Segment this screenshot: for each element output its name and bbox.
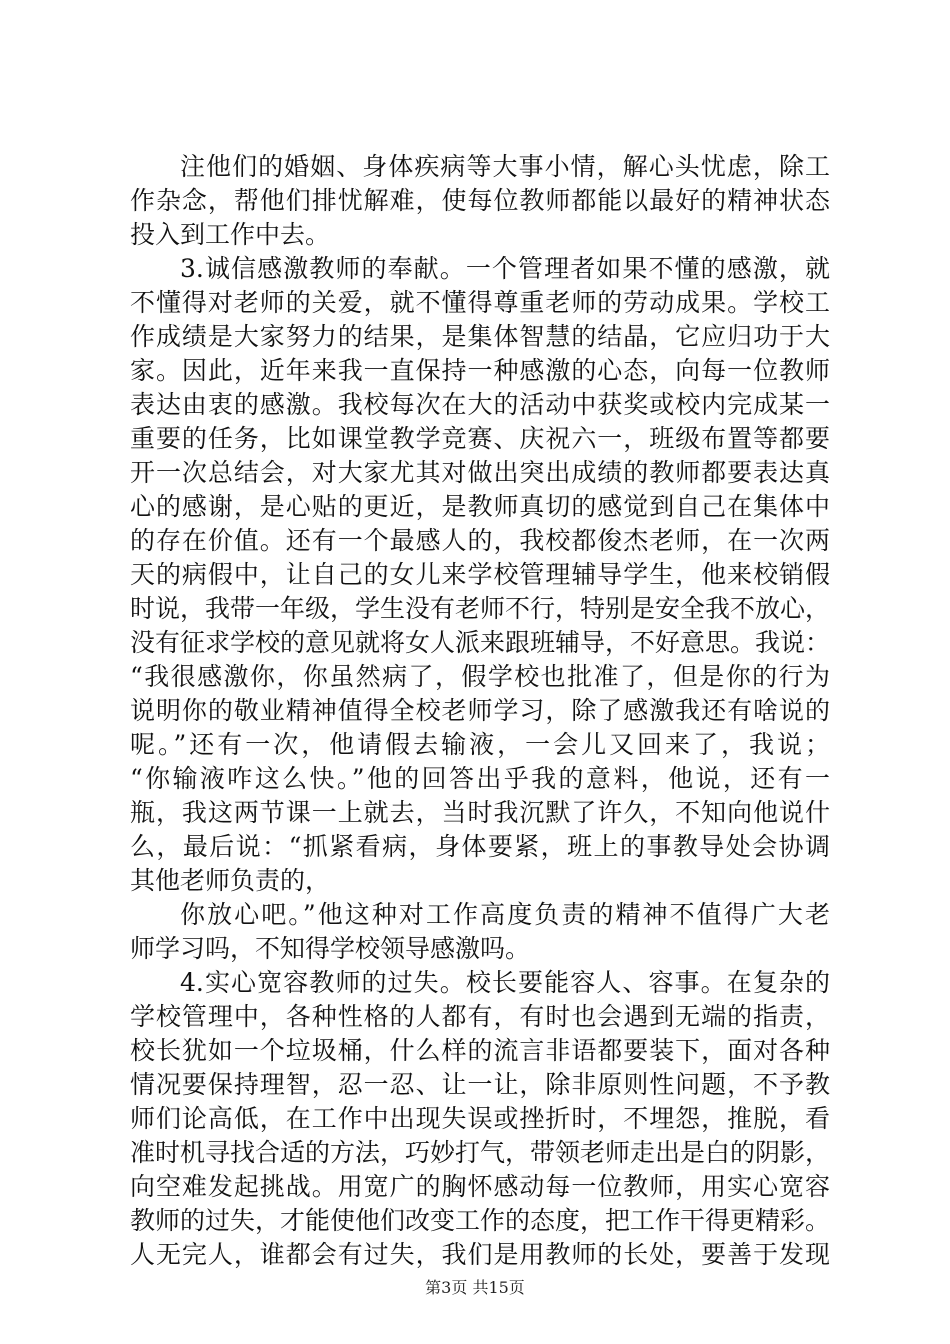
text-line: 向空难发起挑战。用宽广的胸怀感动每一位教师，用实心宽容: [130, 1172, 830, 1201]
text-line: 学校管理中，各种性格的人都有，有时也会遇到无端的指责，: [130, 1002, 830, 1031]
text-line: 的存在价值。还有一个最感人的，我校都俊杰老师，在一次两: [130, 526, 830, 555]
text-line: 人无完人，谁都会有过失，我们是用教师的长处，要善于发现: [130, 1240, 830, 1269]
text-line: 呢。”还有一次，他请假去输液，一会儿又回来了，我说；: [130, 730, 830, 759]
text-line: 天的病假中，让自己的女儿来学校管理辅导学生，他来校销假: [130, 560, 830, 589]
text-line: 作杂念，帮他们排忧解难，使每位教师都能以最好的精神状态: [130, 186, 830, 215]
text-line: 没有征求学校的意见就将女人派来跟班辅导，不好意思。我说：: [130, 628, 831, 657]
text-line: 表达由衷的感激。我校每次在大的活动中获奖或校内完成某一: [130, 390, 830, 419]
text-line: 师们论高低，在工作中出现失误或挫折时，不埋怨，推脱，看: [130, 1104, 830, 1133]
text-line: 4.实心宽容教师的过失。校长要能容人、容事。在复杂的: [180, 968, 830, 997]
text-line: 心的感谢，是心贴的更近，是教师真切的感觉到自己在集体中: [130, 492, 830, 521]
text-line: 你放心吧。”他这种对工作高度负责的精神不值得广大老: [180, 900, 830, 929]
text-line: 时说，我带一年级，学生没有老师不行，特别是安全我不放心，: [130, 594, 831, 623]
text-line: 开一次总结会，对大家尤其对做出突出成绩的教师都要表达真: [130, 458, 830, 487]
page-footer: 第3页 共15页: [425, 1278, 525, 1297]
text-line: “我很感激你，你虽然病了，假学校也批准了，但是你的行为: [130, 662, 830, 691]
text-line: 3.诚信感激教师的奉献。一个管理者如果不懂的感激，就: [180, 254, 830, 283]
text-line: 说明你的敬业精神值得全校老师学习，除了感激我还有啥说的: [130, 696, 830, 725]
text-line: 注他们的婚姻、身体疾病等大事小情，解心头忧虑，除工: [180, 152, 830, 181]
text-line: 教师的过失，才能使他们改变工作的态度，把工作干得更精彩。: [130, 1206, 831, 1235]
text-line: 不懂得对老师的关爱，就不懂得尊重老师的劳动成果。学校工: [130, 288, 830, 317]
text-line: 家。因此，近年来我一直保持一种感激的心态，向每一位教师: [130, 356, 830, 385]
body-text: [130, 150, 830, 1272]
text-line: 作成绩是大家努力的结果，是集体智慧的结晶，它应归功于大: [130, 322, 830, 351]
text-line: 重要的任务，比如课堂教学竞赛、庆祝六一，班级布置等都要: [130, 424, 830, 453]
text-line: 其他老师负责的，: [130, 866, 331, 895]
text-line: 么，最后说：“抓紧看病，身体要紧，班上的事教导处会协调: [130, 832, 830, 861]
text-line: 瓶，我这两节课一上就去，当时我沉默了许久，不知向他说什: [130, 798, 830, 827]
text-line: 情况要保持理智，忍一忍、让一让，除非原则性问题，不予教: [130, 1070, 830, 1099]
text-line: 师学习吗，不知得学校领导感激吗。: [130, 934, 531, 963]
text-line: 投入到工作中去。: [130, 220, 331, 249]
text-line: 准时机寻找合适的方法，巧妙打气，带领老师走出是白的阴影，: [130, 1138, 831, 1167]
text-line: 校长犹如一个垃圾桶，什么样的流言非语都要装下，面对各种: [130, 1036, 830, 1065]
text-line: “你输液咋这么快。”他的回答出乎我的意料，他说，还有一: [130, 764, 830, 793]
